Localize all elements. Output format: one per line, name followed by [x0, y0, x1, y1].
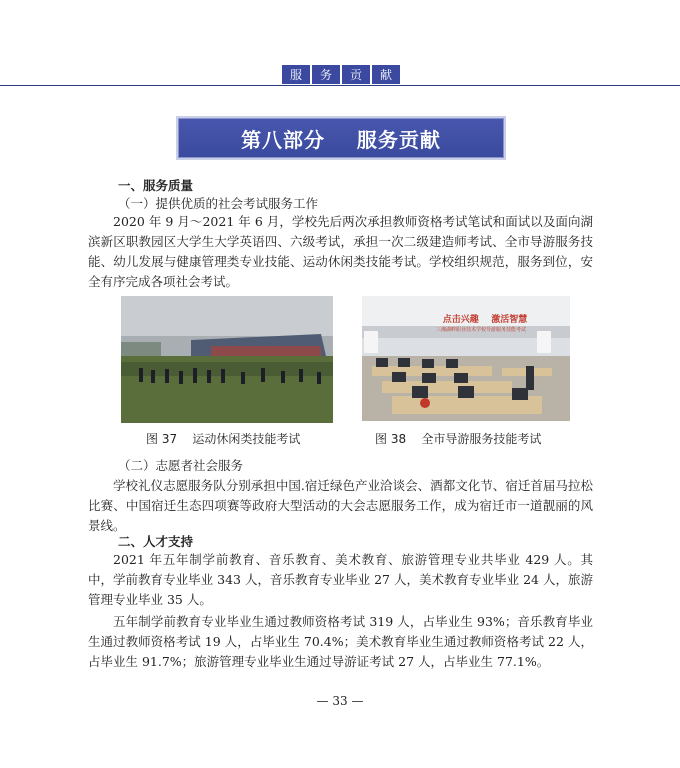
photo-sports-exam	[121, 296, 333, 423]
paragraph-certificates: 五年制学前教育专业毕业生通过教师资格考试 319 人，占毕业生 93%；音乐教育毕业生通过教师资格考试 19 人，占毕业生 70.4%；美术教育毕业生通过教师资格考试 22 人，占毕业生 91.7%；旅游管理专业毕业生通过导游证考试 27 人，占毕业生 77.1%。	[88, 614, 593, 669]
page-number: — 33 —	[316, 694, 364, 708]
header-section-tabs	[282, 65, 400, 84]
subsection-heading-volunteer: （二）志愿者社会服务	[118, 458, 244, 473]
photo-banner-subtext: 三湘湖畔职业技术学校导游服务技能考试	[435, 327, 526, 333]
figure-caption: 图 38 全市导游服务技能考试	[375, 432, 542, 446]
header-tab: 贡	[342, 65, 370, 84]
subsection-heading-exam-service: （一）提供优质的社会考试服务工作	[118, 196, 319, 211]
paragraph-volunteer: 学校礼仪志愿服务队分别承担中国.宿迁绿色产业洽谈会、酒都文化节、宿迁首届马拉松比赛、中国宿迁生态四项赛等政府大型活动的大会志愿服务工作，成为宿迁市一道靓丽的风景线。	[88, 478, 593, 533]
paragraph-exam-service: 2020 年 9 月～2021 年 6 月，学校先后两次承担教师资格考试笔试和面试以及面向湖滨新区职教园区大学生大学英语四、六级考试，承担一次二级建造师考试、全市导游服务技能、幼儿发展与健康管理类专业技能、运动休闲类技能考试。学校组织规范，服务到位，安全有序完成各项社会考试。	[88, 214, 593, 289]
figure-caption: 图 37 运动休闲类技能考试	[146, 432, 301, 446]
header-tab: 献	[372, 65, 400, 84]
header-tab: 服	[282, 65, 310, 84]
chapter-banner: 第八部分 服务贡献	[178, 118, 504, 158]
header-rule	[0, 85, 680, 86]
section-heading-talent-support: 二、人才支持	[118, 534, 194, 549]
header-tab: 务	[312, 65, 340, 84]
photo-guide-exam	[362, 296, 570, 421]
photo-banner-text: 点击兴趣 激活智慧	[442, 315, 528, 325]
paragraph-graduates: 2021 年五年制学前教育、音乐教育、美术教育、旅游管理专业共毕业 429 人。其中，学前教育专业毕业 343 人，音乐教育专业毕业 27 人，美术教育专业毕业 24 人，旅游管理专业毕业 35 人。	[88, 552, 593, 607]
section-heading-service-quality: 一、服务质量	[118, 178, 194, 193]
